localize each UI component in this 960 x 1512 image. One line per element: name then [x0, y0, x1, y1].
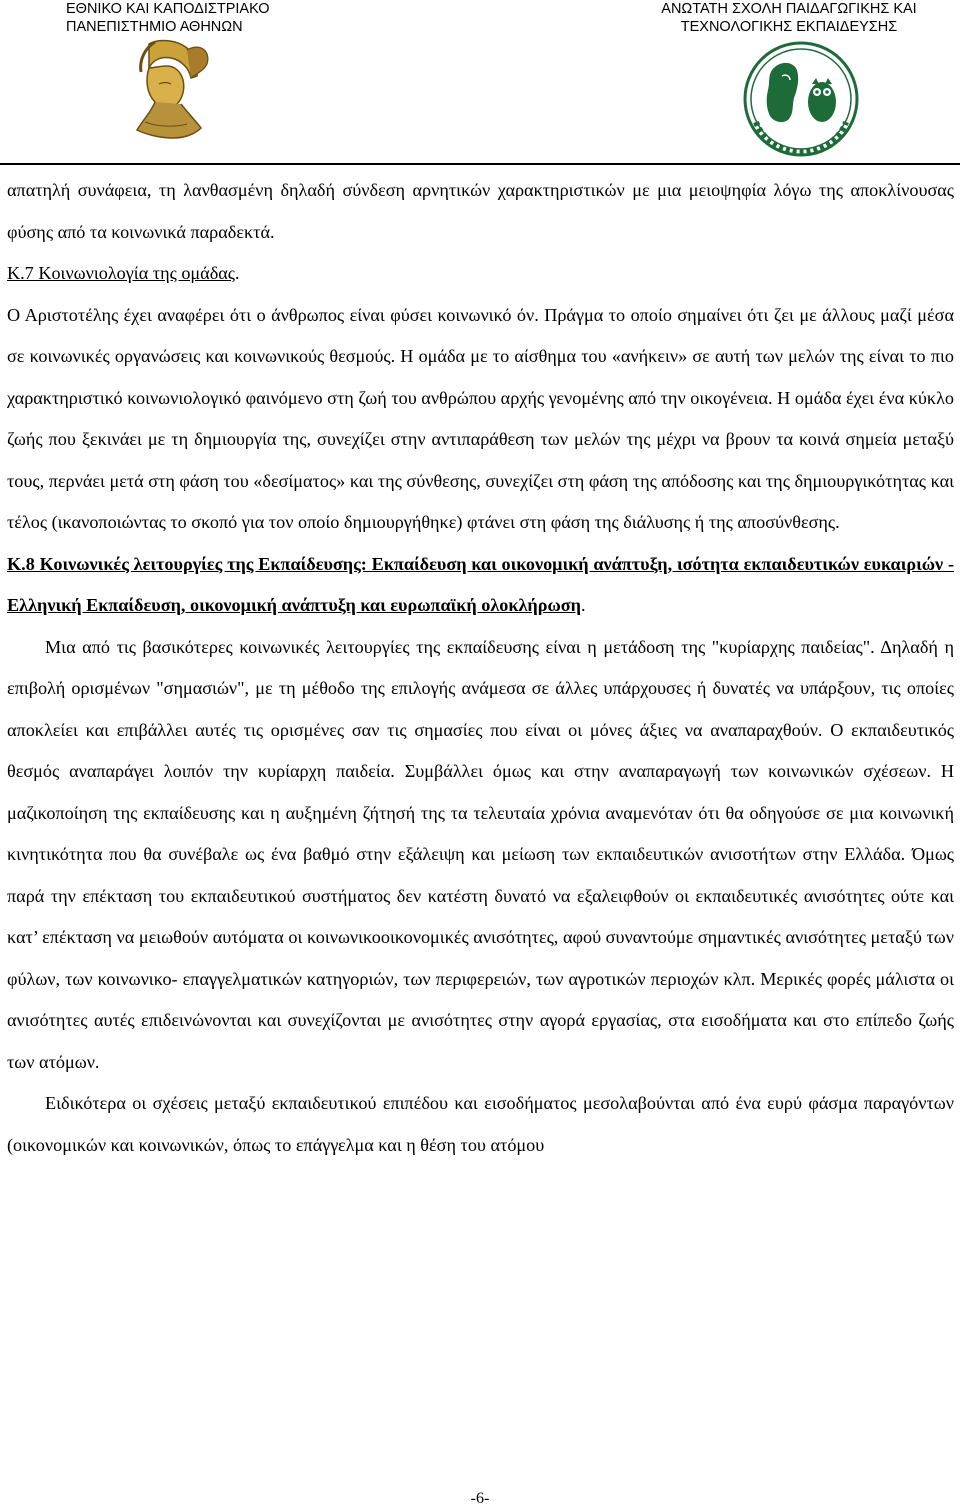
header-left-line2: ΠΑΝΕΠΙΣΤΗΜΙΟ ΑΘΗΝΩΝ [66, 19, 243, 35]
athena-helmet-logo [115, 38, 215, 146]
paragraph-group-sociology: Ο Αριστοτέλης έχει αναφέρει ότι ο άνθρωπος είναι φύσει κοινωνικό όν. Πράγμα το οποίο σημαίνει ότι ζει με άλλους μαζί μέσα σε κοινωνικές οργανώσεις και κοινωνικούς θεσμούς. Η ομάδα με το αίσθημα του «ανήκειν» σε αυτή των μελών της είναι το πιο χαρακτηριστικό κοινωνιολογικό φαινόμενο στη ζωή του ανθρώπου αρχής γενομένης από την οικογένεια. Η ομάδα έχει ένα κύκλο ζωής που ξεκινάει με τη δημιουργία της, συνεχίζει στην αντιπαράθεση των μελών της μέχρι να βρουν τα κοινά σημεία μεταξύ τους, περνάει μετά στη φάση του «δεσίματος» και της σύνθεσης, συνεχίζει στη φάση της απόδοσης και της δημιουργικότητας και τέλος (ικανοποιώντας το σκοπό για τον οποίο δημιουργήθηκε) φτάνει στη φάση της διάλυσης ή της αποσύνθεσης. [7, 304, 954, 532]
document-body [7, 170, 954, 1166]
owl-and-athena-logo [742, 40, 860, 158]
header-right-line1: ΑΝΩΤΑΤΗ ΣΧΟΛΗ ΠΑΙΔΑΓΩΓΙΚΗΣ ΚΑΙ [661, 1, 917, 17]
header-right-institution [644, 0, 934, 40]
paragraph-continuation: απατηλή συνάφεια, τη λανθασμένη δηλαδή σύνδεση αρνητικών χαρακτηριστικών με μια μειοψηφία λόγω της αποκλίνουσας φύσης από τα κοινωνικά παραδεκτά. [7, 180, 954, 242]
header-left-line1: ΕΘΝΙΚΟ ΚΑΙ ΚΑΠΟΔΙΣΤΡΙΑΚΟ [66, 1, 270, 17]
section-heading-k8-text: Κ.8 Κοινωνικές λειτουργίες της Εκπαίδευσης: Εκπαίδευση και οικονομική ανάπτυξη, ισότητα εκπαιδευτικών ευκαιριών - Ελληνική Εκπαίδευση, οικονομική ανάπτυξη και ευρωπαϊκή ολοκλήρωση [7, 553, 954, 615]
section-heading-k7-period: . [235, 263, 240, 283]
paragraph-education-income: Ειδικότερα οι σχέσεις μεταξύ εκπαιδευτικού επιπέδου και εισοδήματος μεσολαβούνται από ένα ευρύ φάσμα παραγόντων (οικονομικών και κοινωνικών, όπως το επάγγελμα και η θέση του ατόμου [7, 1093, 954, 1155]
header-divider [0, 163, 960, 165]
page-number: -6- [470, 1490, 490, 1507]
section-heading-k8 [7, 544, 954, 627]
section-heading-k8-period: . [580, 595, 586, 615]
section-heading-k7-text: Κ.7 Κοινωνιολογία της ομάδας [7, 263, 236, 283]
header-right-line2: ΤΕΧΝΟΛΟΓΙΚΗΣ ΕΚΠΑΙΔΕΥΣΗΣ [680, 19, 898, 35]
paragraph-education-functions: Μια από τις βασικότερες κοινωνικές λειτουργίες της εκπαίδευσης είναι η μετάδοση της "κυρίαρχης παιδείας". Δηλαδή η επιβολή ορισμένων "σημασιών", με τη μέθοδο της επιλογής ανάμεσα σε άλλες υπάρχουσες ή δυνατές να υπάρξουν, τις οποίες αποκλείει και επιβάλλει αυτές τις ορισμένες σαν τις σημασίες που είναι οι μόνες άξιες να αναπαραχθούν. Ο εκπαιδευτικός θεσμός αναπαράγει λοιπόν την κυρίαρχη παιδεία. Συμβάλλει όμως και στην αναπαραγωγή των κοινωνικών σχέσεων. Η μαζικοποίηση της εκπαίδευσης και η αυξημένη ζήτησή της τα τελευταία χρόνια αναμενόταν ότι θα οδηγούσε σε μια κοινωνική κινητικότητα που θα συνέβαλε ως ένα βαθμό στην εξάλειψη και μείωση των εκπαιδευτικών ανισοτήτων στην Ελλάδα. Όμως παρά την επέκταση του εκπαιδευτικού συστήματος δεν κατέστη δυνατό να εξαλειφθούν οι εκπαιδευτικές ανισότητες ούτε και κατ’ επέκταση να μειωθούν αυτόματα οι κοινωνικοοικονομικές ανισότητες, αφού συναντούμε σημαντικές ανισότητες μεταξύ των φύλων, των κοινωνικο- επαγγελματικών κατηγοριών, των περιφερειών, των αγροτικών περιοχών κλπ. Μερικές φορές μάλιστα οι ανισότητες αυτές επιδεινώνονται και συνεχίζονται με ανισότητες στην αγορά εργασίας, στα εισοδήματα και στο επίπεδο ζωής των ατόμων. [7, 636, 954, 1072]
section-heading-k7 [7, 253, 954, 295]
header-left-institution [66, 0, 270, 40]
